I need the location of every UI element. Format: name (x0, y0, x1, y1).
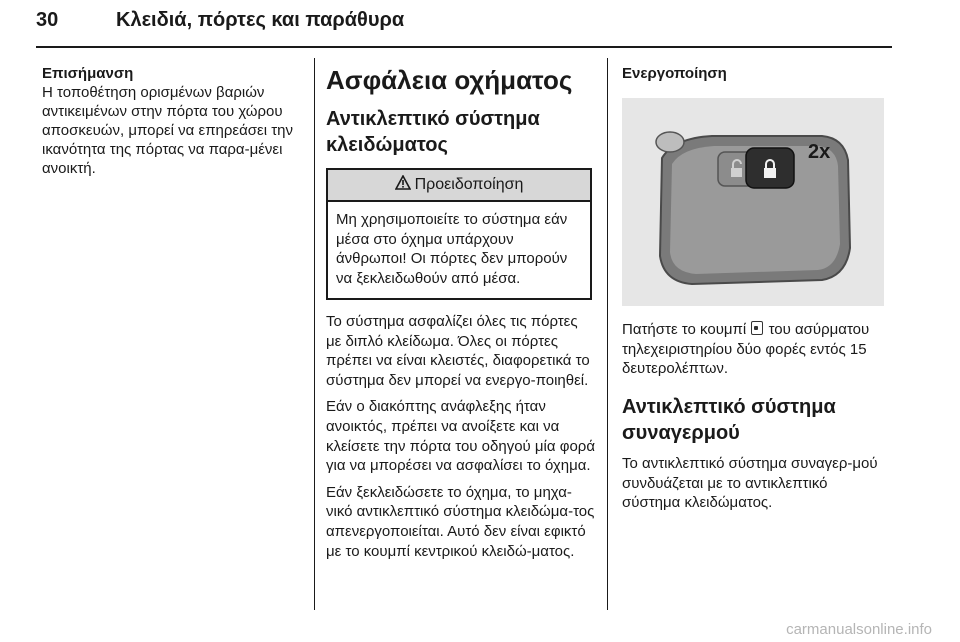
column-divider-left (314, 58, 315, 610)
watermark: carmanualsonline.info (786, 621, 932, 638)
column-divider-right (607, 58, 608, 610)
warning-text: Μη χρησιμοποιείτε το σύστημα εάν μέσα στο όχημα υπάρχουν άνθρωποι! Οι πόρτες δεν μπορούν να ξεκλειδωθούν από μέσα. (336, 211, 568, 287)
alarm-text: Το αντικλεπτικό σύστημα συναγερ-μού συνδυάζεται με το αντικλεπτικό σύστημα κλειδώματος. (622, 455, 878, 512)
section-subtitle: Αντικλεπτικό σύστημα κλειδώματος (326, 108, 540, 156)
header-divider (36, 46, 892, 48)
activation-column (622, 64, 884, 512)
warning-triangle-icon (395, 175, 411, 195)
alarm-title: Αντικλεπτικό σύστημα συναγερμού (622, 396, 836, 444)
page-header (36, 6, 892, 46)
paragraph: Εάν ξεκλειδώσετε το όχημα, το μηχα-νικό αντικλεπτικό σύστημα κλειδώμα-τος απενεργοποιείται. Αυτό δεν είναι εφικτό με το κουμπί κεντρικού κλειδώ-ματος. (326, 483, 595, 560)
page-number: 30 (36, 9, 59, 31)
activation-title: Ενεργοποίηση (622, 65, 727, 82)
vehicle-security-column (326, 64, 596, 561)
note-title: Επισήμανση (42, 65, 134, 82)
section-title: Ασφάλεια οχήματος (326, 65, 573, 95)
warning-box (326, 168, 592, 300)
note-column (42, 64, 304, 178)
paragraph: Εάν ο διακόπτης ανάφλεξης ήταν ανοικτός, πρέπει να ανοίξετε και να κλείσετε την πόρτα του οδηγού μία φορά για να μπορέσει να ασφαλίσει το όχημα. (326, 398, 596, 475)
paragraph: Το σύστημα ασφαλίζει όλες τις πόρτες με διπλό κλείδωμα. Όλες οι πόρτες πρέπει να είναι κλειστές, διαφορετικά το σύστημα δεν μπορεί να ενεργο-ποιηθεί. (326, 313, 590, 389)
activation-instruction: Πατήστε το κουμπί του ασύρματου τηλεχειριστηρίου δύο φορές εντός 15 δευτερολέπτων. (622, 321, 870, 378)
note-text: Η τοποθέτηση ορισμένων βαριών αντικειμένων στην πόρτα του χώρου αποσκευών, μπορεί να επηρεάσει την ικανότητα της πόρτας να παρα-μένει ανοικτή. (42, 84, 294, 177)
chapter-title: Κλειδιά, πόρτες και παράθυρα (116, 9, 405, 31)
lock-icon (751, 321, 763, 335)
remote-key-illustration (622, 98, 884, 306)
warning-header (328, 170, 590, 202)
press-twice-label: 2x (808, 141, 831, 163)
warning-title: Προειδοποίηση (414, 176, 524, 193)
